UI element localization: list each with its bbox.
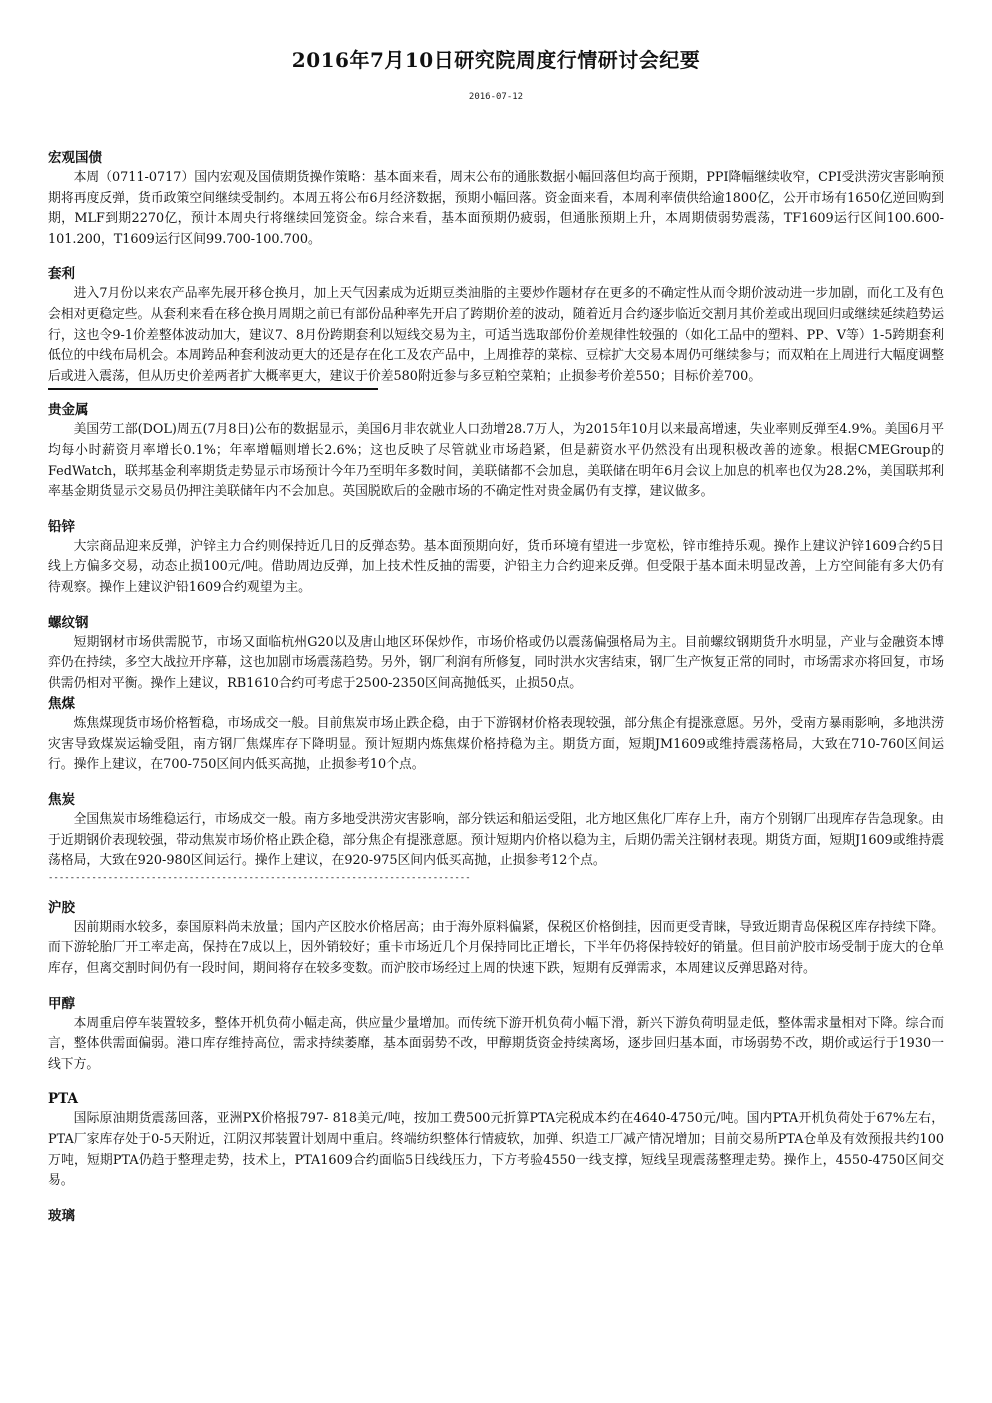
section-paragraph: 炼焦煤现货市场价格暂稳，市场成交一般。目前焦炭市场止跌企稳，由于下游钢材价格表现较强，部分焦企有提涨意愿。另外，受南方暴雨影响，多地洪涝灾害导致煤炭运输受阻，南方钢厂焦煤库存下降明显。预计短期内炼焦煤价格持稳为主。期货方面，短期JM1609或维持震荡格局，大致在710-760区间运行。操作上建议，在700-750区间内低买高抛，止损参考10个点。: [48, 716, 944, 773]
section-paragraph: 国际原油期货震荡回落，亚洲PX价格报797- 818美元/吨，按加工费500元折算PTA完税成本约在4640-4750元/吨。国内PTA开机负荷处于67%左右，PTA厂家库存处于0-5天附近，江阴汉邦装置计划周中重启。终端纺织整体行情疲软，加弹、织造工厂减产情况增加；目前交易所PTA仓单及有效预报共约100万吨，短期PTA仍趋于整理走势，技术上，PTA1609合约面临5日线线压力，下方考验4550一线支撑，短线呈现震荡整理走势。操作上，4550-4750区间交易。: [48, 1111, 944, 1189]
section-paragraph: 因前期雨水较多，泰国原料尚未放量；国内产区胶水价格居高；由于海外原料偏紧，保税区价格倒挂，因而更受青睐，导致近期青岛保税区库存持续下降。而下游轮胎厂开工率走高，保持在7成以上，因外销较好；重卡市场近几个月保持同比正增长，下半年仍将保持较好的销量。但目前沪胶市场受制于庞大的仓单库存，但离交割时间仍有一段时间，期间将存在较多变数。而沪胶市场经过上周的快速下跌，短期有反弹需求，本周建议反弹思路对待。: [48, 919, 944, 977]
section-heading: PTA: [48, 1091, 78, 1108]
section-coking-coal: [48, 694, 944, 776]
section-glass: [48, 1206, 944, 1226]
section-paragraph: 进入7月份以来农产品率先展开移仓换月，加上天气因素成为近期豆类油脂的主要炒作题材存在更多的不确定性从而令期价波动进一步加剧，而化工及有色会相对更稳定些。从套利来看在移仓换月周期之前已有部份品种率先开启了跨期价差的波动，随着近月合约逐步临近交割月其价差或出现回归或继续延续趋势运行，这也令9-1价差整体波动加大，建议7、8月份跨期套利以短线交易为主，可适当选取部份价差规律性较强的（如化工品中的塑料、PP、V等）1-5跨期套利低位的中线布局机会。本周跨品种套利波动更大的还是存在化工及农产品中，上周推荐的菜棕、豆棕扩大交易本周仍可继续参与；而双粕在上周进行大幅度调整后或进入震荡，但从历史价差两者扩大概率更大，建议于价差580附近参与多豆粕空菜粕；止损参考价差550；目标价差700。: [48, 286, 944, 384]
section-rubber: [48, 898, 944, 980]
section-heading: 套利: [48, 266, 75, 283]
section-paragraph: 短期钢材市场供需脱节，市场又面临杭州G20以及唐山地区环保炒作，市场价格或仍以震荡偏强格局为主。目前螺纹钢期货升水明显，产业与金融资本博弈仍在持续，多空大战拉开序幕，这也加剧市场震荡趋势。另外，钢厂利润有所修复，同时洪水灾害结束，钢厂生产恢复正常的同时，市场需求亦将回复，市场供需仍相对平衡。操作上建议，RB1610合约可考虑于2500-2350区间高抛低买，止损50点。: [48, 634, 944, 691]
section-paragraph: 本周（0711-0717）国内宏观及国债期货操作策略：基本面来看，周末公布的通胀数据小幅回落但均高于预期，PPI降幅继续收窄，CPI受洪涝灾害影响预期将再度反弹，货币政策空间继续受制约。本周五将公布6月经济数据，预期小幅回落。资金面来看，本周利率债供给逾1800亿，公开市场有1650亿逆回购到期，MLF到期2270亿，预计本周央行将继续回笼资金。综合来看，基本面预期仍疲弱，但通胀预期上升，本周期债弱势震荡，TF1609运行区间100.600-101.200，T1609运行区间99.700-100.700。: [48, 170, 944, 247]
document-date: 2016-07-12: [468, 92, 524, 102]
section-heading: 甲醇: [48, 995, 75, 1012]
divider-dashed: ------------------------------------------------------------------------------: [48, 872, 471, 883]
section-heading: 玻璃: [48, 1207, 75, 1224]
section-macro-bonds: [48, 148, 944, 250]
section-paragraph: 全国焦炭市场维稳运行，市场成交一般。南方多地受洪涝灾害影响，部分铁运和船运受阻，北方地区焦化厂库存上升，南方个别钢厂出现库存告急现象。由于近期钢价表现较强，带动焦炭市场价格止跌企稳，部分焦企有提涨意愿。预计短期内价格以稳为主，后期仍需关注钢材表现。期货方面，短期J1609或维持震荡格局，大致在920-980区间运行。操作上建议，在920-975区间内低买高抛，止损参考12个点。: [48, 812, 944, 869]
section-heading: 宏观国债: [48, 150, 102, 166]
section-pta: [48, 1089, 944, 1191]
section-heading: 贵金属: [48, 402, 89, 419]
divider-line: [48, 388, 378, 390]
section-rebar: [48, 613, 944, 695]
section-paragraph: 本周重启停车装置较多，整体开机负荷小幅走高，供应量少量增加。而传统下游开机负荷小幅下滑，新兴下游负荷明显走低，整体需求量相对下降。综合而言，整体供需面偏弱。港口库存维持高位，需求持续萎靡，基本面弱势不改，甲醇期货资金持续离场，逐步回归基本面，市场弱势不改，期价或运行于1930一线下方。: [48, 1015, 944, 1072]
section-heading: 焦炭: [48, 792, 75, 809]
document-body: [48, 148, 944, 1240]
section-heading: 铅锌: [48, 518, 75, 535]
section-methanol: [48, 994, 944, 1076]
section-precious-metals: [48, 400, 944, 502]
section-lead-zinc: [48, 517, 944, 599]
section-coke: [48, 790, 944, 872]
section-paragraph: 美国劳工部(DOL)周五(7月8日)公布的数据显示，美国6月非农就业人口劲增28.7万人，为2015年10月以来最高增速，失业率则反弹至4.9%。美国6月平均每小时薪资月率增长0.1%；年率增幅则增长2.6%；这也反映了尽管就业市场趋紧，但是薪资水平仍然没有出现积极改善的迹象。根据CMEGroup的FedWatch，联邦基金利率期货走势显示市场预计今年乃至明年多数时间，美联储都不会加息，美联储在明年6月会议上加息的机率也仅为28.2%，美国联邦利率基金期货显示交易员仍押注美联储年内不会加息。英国脱欧后的金融市场的不确定性对贵金属仍有支撑，建议做多。: [48, 422, 944, 500]
section-heading: 焦煤: [48, 696, 75, 713]
document-title: 2016年7月10日研究院周度行情研讨会纪要: [291, 48, 701, 72]
section-heading: 螺纹钢: [48, 614, 89, 631]
section-paragraph: 大宗商品迎来反弹，沪锌主力合约则保持近几日的反弹态势。基本面预期向好，货币环境有望进一步宽松，锌市维持乐观。操作上建议沪锌1609合约5日线上方偏多交易，动态止损100元/吨。借助周边反弹，加上技术性反抽的需要，沪铅主力合约迎来反弹。但受限于基本面未明显改善，上方空间能有多大仍有待观察。操作上建议沪铅1609合约观望为主。: [48, 538, 944, 595]
section-arbitrage: [48, 264, 944, 387]
section-heading: 沪胶: [48, 899, 75, 916]
